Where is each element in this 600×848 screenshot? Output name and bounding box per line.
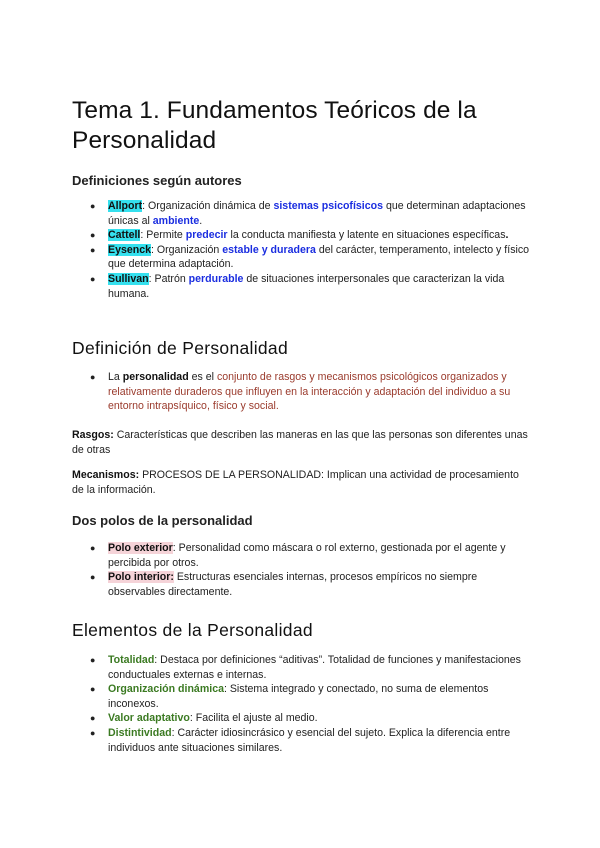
element-label: Organización dinámica [108,683,224,696]
text: de situaciones interpersonales que caracterizan la vida humana. [108,272,505,300]
list-item-valor [72,711,532,726]
text: : Sistema integrado y conectado, no suma de elementos inconexos. [108,683,489,710]
bullet-icon: ● [90,273,96,284]
text: : Facilita el ajuste al medio. [189,712,318,725]
list-item-organizacion [72,682,532,711]
text: del carácter, temperamento, intelecto y físico que determina adaptación. [108,243,530,271]
text: . [199,214,203,227]
definition-text: conjunto de rasgos y mecanismos psicológicos organizados y relativamente duraderos que influyen en la interacción y adaptación del individuo a su entorno intrapsíquico, físico y social. [108,371,511,413]
elementos-list [72,653,532,755]
text: PROCESOS DE LA PERSONALIDAD: Implican una actividad de procesamiento de la información. [72,469,519,496]
list-item-sullivan [72,272,532,301]
polo-label: Polo exterior [108,542,173,554]
text: La [108,371,123,383]
keyword: sistemas psicofísicos [273,200,383,212]
text: la conducta manifiesta y latente en situaciones específicas [227,229,506,242]
list-item-cattell [72,228,532,243]
bullet-icon: ● [90,684,96,695]
keyword: ambiente [152,214,200,227]
element-label: Distintividad [108,726,172,739]
text: es el [188,371,217,383]
definition-list [72,370,532,414]
keyword: perdurable [188,272,244,285]
author-name: Cattell [108,229,141,242]
text: : Organización dinámica de [142,200,274,212]
element-label: Valor adaptativo [108,712,190,725]
bullet-icon: ● [90,372,96,382]
bullet-icon: ● [90,655,96,665]
bullet-icon: ● [90,727,96,738]
bullet-icon: ● [90,713,96,724]
bullet-icon: ● [90,244,96,255]
text: : Personalidad como máscara o rol externo, gestionada por el agente y percibida por otros. [108,542,506,569]
label: Rasgos: [72,429,114,441]
list-item-polo-interior [72,570,532,599]
list-item-distintividad [72,726,532,755]
bullet-icon: ● [90,201,96,211]
text: : Patrón [148,272,189,285]
keyword: estable y duradera [222,243,316,256]
rasgos-paragraph [72,428,532,457]
bullet-icon: ● [90,230,96,241]
text: Características que describen las maneras en las que las personas son diferentes unas de otras [72,429,528,456]
text: . [505,229,509,242]
section-heading-elementos: Elementos de la Personalidad [72,620,313,640]
keyword: personalidad [122,371,189,383]
list-item-allport [72,199,532,228]
author-name: Eysenck [108,243,151,256]
mecanismos-paragraph [72,468,532,497]
bullet-icon: ● [90,572,96,583]
list-item-polo-exterior [72,541,532,570]
author-name: Allport [108,200,143,212]
bullet-icon: ● [90,543,96,553]
list-item-eysenck [72,243,532,272]
polo-label: Polo interior: [108,571,174,584]
text: Estructuras esenciales internas, procesos empíricos no siempre observables directamente. [108,571,478,598]
element-label: Totalidad [108,654,155,666]
list-item-definicion [72,370,532,414]
text: : Organización [151,243,223,256]
authors-list [72,199,532,301]
polos-list [72,541,532,599]
text: : Permite [140,229,186,242]
section-heading-definiciones: Definiciones según autores [72,173,242,188]
page-title: Tema 1. Fundamentos Teóricos de la Personalidad [72,97,477,154]
text: : Carácter idiosincrásico y esencial del sujeto. Explica la diferencia entre individuos ante situaciones similares. [108,726,511,754]
text: : Destaca por definiciones “aditivas”. Totalidad de funciones y manifestaciones conductuales externas e internas. [108,654,521,681]
label: Mecanismos: [72,469,140,481]
section-heading-polos: Dos polos de la personalidad [72,513,253,528]
list-item-totalidad [72,653,532,682]
keyword: predecir [185,229,228,242]
author-name: Sullivan [108,272,149,285]
text: que determinan adaptaciones únicas al [108,200,526,227]
section-heading-definicion: Definición de Personalidad [72,338,288,358]
